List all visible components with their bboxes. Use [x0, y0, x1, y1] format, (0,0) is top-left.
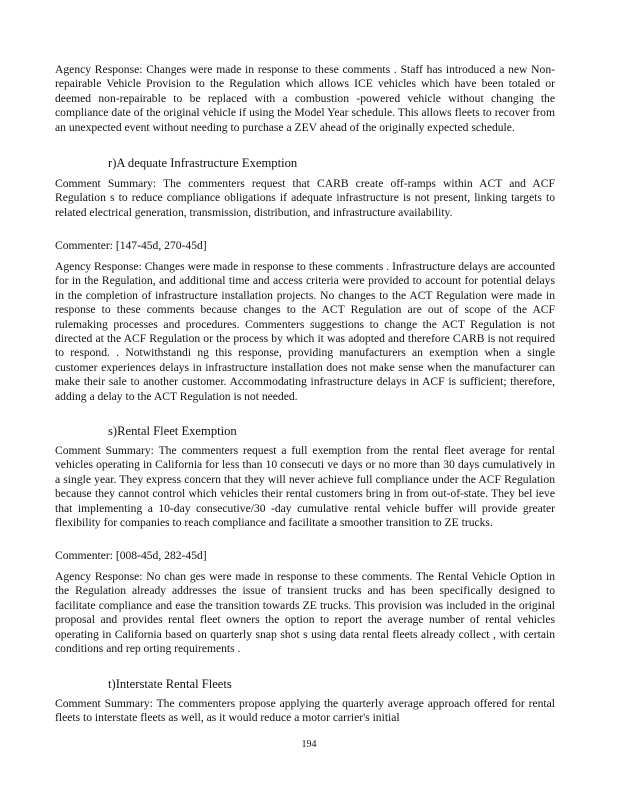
comment-summary-paragraph: Comment Summary: The commenters request that CARB create off-ramps within ACT and ACF Regulation s to reduce compliance obligations if adequate infrastructure is not present, linking targets to related electrical generation, transmission, distribution, and infrastructure availability.	[55, 177, 555, 219]
agency-response-paragraph: Agency Response: Changes were made in response to these comments . Staff has introduced a new Non-repairable Vehicle Provision to the Regulation which allows ICE vehicles which have been totaled or deemed non-repairable to be replaced with a combustion -powered vehicle without changing the compliance date of the original vehicle if using the Model Year schedule. This allows fleets to recover from an unexpected event without needing to purchase a ZEV ahead of the originally expected schedule.	[55, 63, 555, 134]
agency-response-paragraph: Agency Response: Changes were made in response to these comments . Infrastructure delays are accounted for in the Regulation, and additional time and access criteria were provided to account for potential delays in the completion of infrastructure installation projects. No changes to the ACT Regulation were made in response to these comments because changes to the ACT Regulation are out of scope of the ACF rulemaking processes and procedures. Commenters suggestions to change the ACT Regulation is not directed at the ACF Regulation or the process by which it was adopted and therefore CARB is not required to respond. . Notwithstandi ng this response, providing manufacturers an exemption when a single customer experiences delays in infrastructure installation does not make sense when the manufacturer can make their sale to another customer. Accommodating infrastructure delays in ACF is sufficient; therefore, adding a delay to the ACT Regulation is not needed.	[55, 260, 555, 403]
page-number: 194	[301, 739, 317, 750]
section-heading-r: r)A dequate Infrastructure Exemption	[108, 156, 298, 170]
commenter-line: Commenter: [008-45d, 282-45d]	[55, 549, 207, 562]
comment-summary-paragraph: Comment Summary: The commenters propose applying the quarterly average approach offered for rental fleets to interstate fleets as well, as it would reduce a motor carrier's initial	[55, 697, 555, 725]
comment-summary-paragraph: Comment Summary: The commenters request a full exemption from the rental fleet average for rental vehicles operating in California for less than 10 consecuti ve days or no more than 30 days cumulatively in a single year. They express concern that they will never achieve full compliance under the ACF Regulation because they cannot control which vehicles their rental customers bring in from out-of-state. They bel ieve that implementing a 10-day consecutive/30 -day cumulative rental vehicle buffer will provide greater flexibility for companies to reach compliance and facilitate a smoother transition to ZE trucks.	[55, 444, 555, 530]
section-heading-s: s)Rental Fleet Exemption	[108, 424, 237, 438]
commenter-line: Commenter: [147-45d, 270-45d]	[55, 239, 207, 252]
agency-response-paragraph: Agency Response: No chan ges were made in response to these comments. The Rental Vehicle Option in the Regulation already addresses the issue of transient trucks and has been specifically designed to facilitate compliance and ease the transition towards ZE trucks. This provision was included in the original proposal and provides rental fleet owners the option to report the average number of rental vehicles operating in California based on quarterly snap shot s using data rental fleets already collect , with certain conditions and rep orting requirements .	[55, 570, 555, 656]
section-heading-t: t)Interstate Rental Fleets	[108, 677, 232, 691]
